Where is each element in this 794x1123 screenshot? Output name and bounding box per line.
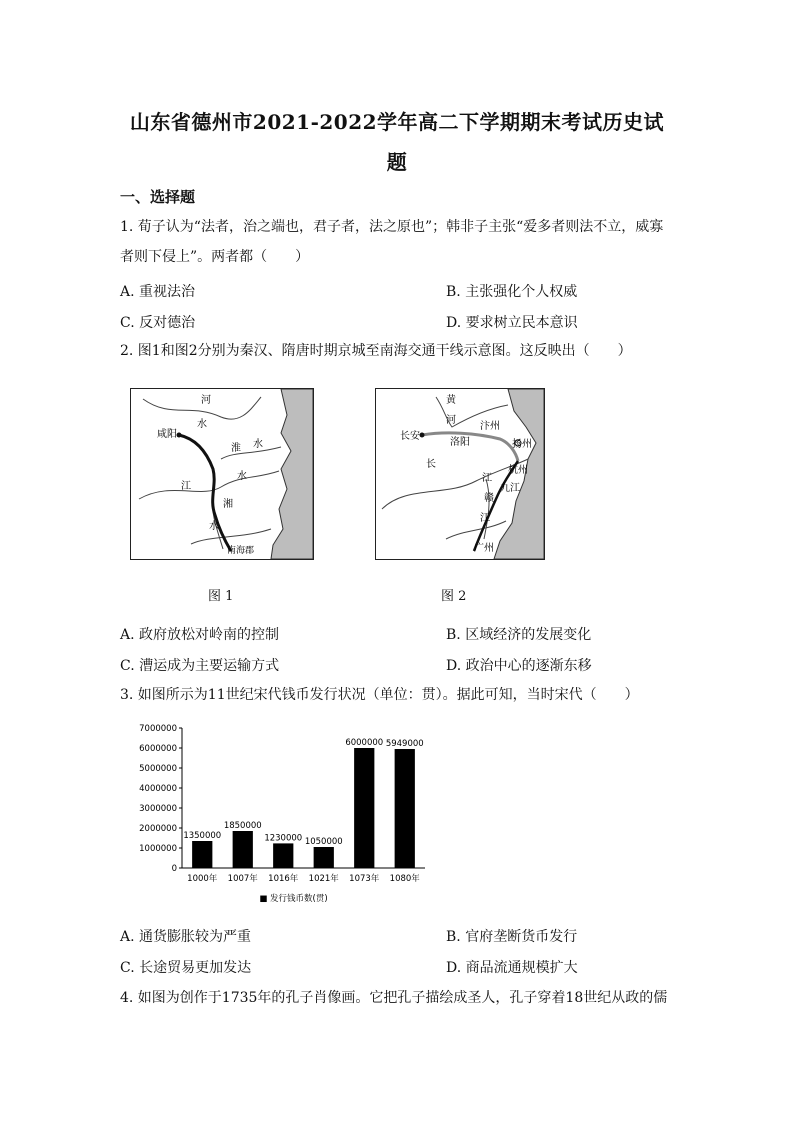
q1-text-line2: 者则下侵上”。两者都（ ） bbox=[120, 249, 310, 265]
x-tick-label: 1073年 bbox=[349, 874, 380, 884]
label-gan: 赣 bbox=[484, 493, 494, 504]
q3-text: 3. 如图所示为11世纪宋代钱币发行状况（单位：贯）。据此可知，当时宋代（ ） bbox=[120, 687, 639, 703]
label-jiujiang: 九江 bbox=[500, 483, 520, 494]
yangtze-river bbox=[139, 471, 279, 499]
q2-option-c: C. 漕运成为主要运输方式 bbox=[120, 658, 280, 674]
y-tick-label: 0 bbox=[171, 864, 177, 874]
bar bbox=[354, 748, 374, 868]
q1-text-line1: 1. 荀子认为“法者，治之端也，君子者，法之原也”；韩非子主张“爱多者则法不立，威寡 bbox=[120, 219, 664, 235]
q3-option-c: C. 长途贸易更加发达 bbox=[120, 960, 252, 976]
label-he: 河 bbox=[201, 395, 211, 406]
route-line-2 bbox=[422, 433, 518, 461]
y-tick-label: 3000000 bbox=[139, 804, 177, 814]
xianyang-marker bbox=[177, 433, 182, 438]
q1-option-a: A. 重视法治 bbox=[120, 284, 196, 300]
q3-option-b: B. 官府垄断货币发行 bbox=[446, 929, 578, 945]
huai-river bbox=[221, 447, 281, 459]
label-bianzhou: 汴州 bbox=[480, 421, 500, 432]
bar-data-label: 1230000 bbox=[264, 833, 303, 844]
x-tick-label: 1080年 bbox=[389, 874, 420, 884]
label-jiang-1: 江 bbox=[482, 473, 492, 484]
fig2-caption: 图 2 bbox=[441, 589, 467, 604]
label-nanhai: 南海郡 bbox=[227, 546, 255, 556]
route-line-1 bbox=[179, 435, 231, 551]
q1-option-d: D. 要求树立民本意识 bbox=[446, 315, 578, 331]
section-heading: 一、选择题 bbox=[120, 188, 196, 206]
label-jiang-2: 江 bbox=[480, 513, 490, 524]
x-tick-label: 1016年 bbox=[268, 874, 299, 884]
bar-data-label: 1850000 bbox=[223, 821, 262, 831]
map-figure-1 bbox=[130, 388, 314, 560]
bar bbox=[233, 831, 253, 868]
label-huang: 黄 bbox=[446, 395, 456, 406]
bar bbox=[314, 847, 334, 868]
x-tick-label: 1000年 bbox=[187, 874, 218, 884]
y-tick-label: 6000000 bbox=[139, 744, 177, 754]
label-yangzhou: 扬州 bbox=[512, 439, 532, 450]
label-guangzhou: 广州 bbox=[474, 543, 494, 554]
label-shui-1: 水 bbox=[197, 419, 207, 430]
bar-data-label: 1350000 bbox=[183, 831, 222, 841]
label-xianyang: 咸阳 bbox=[157, 429, 177, 440]
bar bbox=[273, 843, 293, 868]
southern-ridge bbox=[446, 521, 506, 539]
q3-option-a: A. 通货膨胀较为严重 bbox=[120, 929, 252, 945]
map-figure-2 bbox=[375, 388, 545, 560]
y-tick-label: 7000000 bbox=[139, 724, 177, 734]
label-xiang: 湘 bbox=[223, 499, 233, 510]
label-he: 河 bbox=[446, 415, 456, 426]
bar bbox=[192, 841, 212, 868]
y-tick-label: 5000000 bbox=[139, 764, 177, 774]
label-luoyang: 洛阳 bbox=[450, 437, 470, 448]
y-tick-label: 4000000 bbox=[139, 784, 177, 794]
q1-option-b: B. 主张强化个人权威 bbox=[446, 284, 578, 300]
label-hangzhou: 杭州 bbox=[508, 465, 528, 476]
q2-option-d: D. 政治中心的逐渐东移 bbox=[446, 658, 592, 674]
q1-option-c: C. 反对德治 bbox=[120, 315, 196, 331]
label-chang: 长 bbox=[426, 459, 436, 470]
southern-ridge bbox=[191, 529, 271, 544]
doc-title-line2: 题 bbox=[386, 150, 408, 174]
sea-area bbox=[271, 389, 313, 559]
label-jiang: 江 bbox=[181, 481, 191, 492]
currency-bar-chart bbox=[120, 718, 440, 918]
label-huai: 淮 bbox=[231, 443, 241, 454]
bar bbox=[395, 749, 415, 868]
q2-text: 2. 图1和图2分别为秦汉、隋唐时期京城至南海交通干线示意图。这反映出（ ） bbox=[120, 343, 632, 359]
q3-option-d: D. 商品流通规模扩大 bbox=[446, 960, 578, 976]
y-tick-label: 2000000 bbox=[139, 824, 177, 834]
bar-data-label: 5949000 bbox=[385, 739, 424, 750]
y-tick-label: 1000000 bbox=[139, 844, 177, 854]
q4-text: 4. 如图为创作于1735年的孔子肖像画。它把孔子描绘成圣人，孔子穿着18世纪从政的儒 bbox=[120, 990, 668, 1006]
x-tick-label: 1007年 bbox=[227, 874, 258, 884]
bar-data-label: 6000000 bbox=[345, 738, 384, 748]
label-shui-4: 水 bbox=[209, 521, 219, 532]
label-shui-2: 水 bbox=[253, 439, 263, 450]
label-changan: 长安 bbox=[400, 431, 420, 442]
x-tick-label: 1021年 bbox=[308, 874, 339, 884]
doc-title-line1: 山东省德州市2021-2022学年高二下学期期末考试历史试 bbox=[129, 110, 665, 134]
fig1-caption: 图 1 bbox=[208, 589, 234, 604]
bar-data-label: 1050000 bbox=[304, 837, 343, 847]
gan-river bbox=[484, 479, 489, 539]
q2-option-b: B. 区域经济的发展变化 bbox=[446, 627, 592, 643]
label-shui-3: 水 bbox=[237, 471, 247, 482]
changan-marker bbox=[420, 433, 425, 438]
chart-legend: ■ 发行钱币数(贯) bbox=[259, 894, 328, 904]
q2-option-a: A. 政府放松对岭南的控制 bbox=[120, 627, 280, 643]
